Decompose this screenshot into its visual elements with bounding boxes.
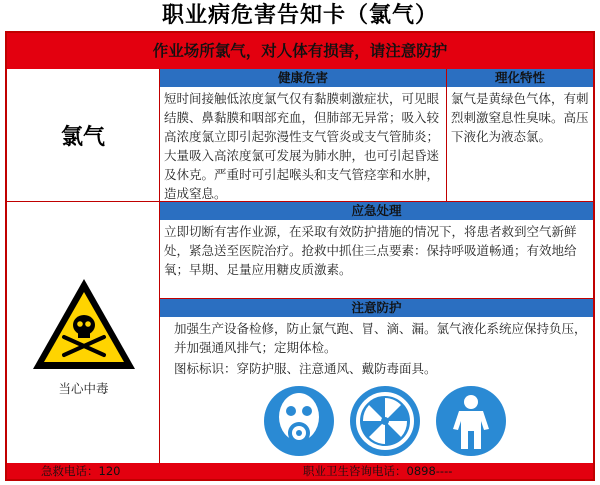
substance-name: 氯气 (60, 123, 105, 150)
substance-name-cell (7, 69, 160, 202)
emergency-header: 应急处理 (160, 202, 593, 220)
protection-text: 加强生产设备检修，防止氯气跑、冒、滴、漏。氯气液化系统应保持负压，并加强通风排气；定期体检。 (174, 321, 587, 355)
protection-section (160, 299, 593, 463)
page-title: 职业病危害告知卡（氯气） (161, 2, 438, 28)
hazard-notice-card (5, 31, 595, 481)
protection-icons-label: 图标标识：穿防护服、注意通风、戴防毒面具。 (174, 361, 437, 376)
emergency-phone: 急救电话：120 (41, 464, 121, 478)
protection-header: 注意防护 (160, 299, 593, 317)
health-hazard-section (160, 69, 447, 202)
consult-phone: 职业卫生咨询电话：0898---- (303, 464, 453, 478)
footer-bar (7, 463, 593, 479)
protective-suit-icon (435, 385, 507, 457)
warning-banner: 作业场所氯气，对人体有损害，请注意防护 (7, 33, 593, 69)
gas-mask-icon (263, 385, 335, 457)
emergency-text: 立即切断有害作业源，在采取有效防护措施的情况下，将患者救到空气新鲜处，紧急送至医院治疗。抢救中抓住三点要素：保持呼吸道畅通；有效地给氧；早期、足量应用糖皮质激素。 (164, 224, 577, 277)
physchem-text: 氯气是黄绿色气体，有刺烈刺激窒息性臭味。高压下液化为液态氯。 (451, 91, 589, 144)
warning-sign-cell (7, 202, 160, 463)
ventilation-fan-icon (349, 385, 421, 457)
emergency-section (160, 202, 593, 299)
health-hazard-text: 短时间接触低浓度氯气仅有黏膜刺激症状，可见眼结膜、鼻黏膜和咽部充血，但肺部无异常；吸入较高浓度氯立即引起弥漫性支气管炎或支气管肺炎；大量吸入高浓度氯可发展为肺水肿，也可引起昏迷及休克。严重时可引起喉头和支气管痉挛和水肿，造成窒息。 (164, 91, 440, 201)
physchem-section (447, 69, 593, 202)
warning-sign-label: 当心中毒 (58, 381, 109, 396)
health-hazard-header: 健康危害 (160, 69, 446, 87)
skull-crossbones-icon (29, 275, 139, 375)
physchem-header: 理化特性 (447, 69, 593, 87)
